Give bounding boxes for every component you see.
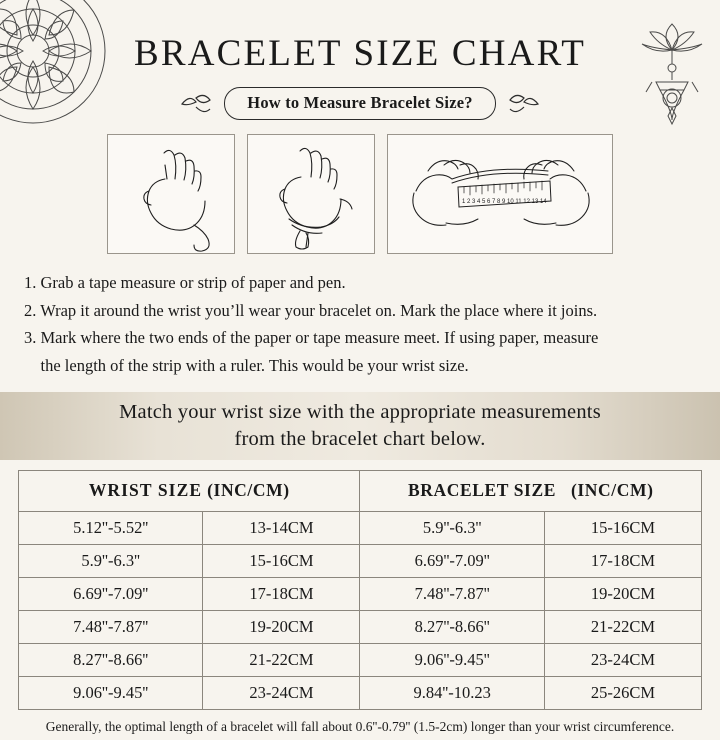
subtitle-pill: How to Measure Bracelet Size? — [224, 87, 495, 120]
flourish-left-icon — [180, 93, 214, 115]
illustration-hand-with-tape — [107, 134, 235, 254]
instruction-steps — [24, 270, 696, 380]
cell-wrist-cm: 23-24CM — [203, 676, 360, 709]
cell-bracelet-inches: 6.69''-7.09'' — [360, 544, 544, 577]
step-1: 1. Grab a tape measure or strip of paper and pen. — [24, 273, 346, 292]
cell-bracelet-inches: 8.27''-8.66'' — [360, 610, 544, 643]
cell-bracelet-cm: 19-20CM — [544, 577, 701, 610]
cell-wrist-inches: 9.06''-9.45'' — [19, 676, 203, 709]
illustration-hand-wrapping-tape — [247, 134, 375, 254]
size-chart-table — [18, 470, 702, 710]
header-bracelet-label: BRACELET SIZE — [407, 480, 556, 501]
step-3: 3. Mark where the two ends of the paper or tape measure meet. If using paper, measure — [24, 328, 599, 348]
cell-wrist-inches: 6.69''-7.09'' — [19, 577, 203, 610]
cell-bracelet-cm: 25-26CM — [544, 676, 701, 709]
cell-bracelet-cm: 17-18CM — [544, 544, 701, 577]
step-3-continued: the length of the strip with a ruler. This would be your wrist size. — [24, 356, 469, 376]
table-row — [19, 676, 702, 709]
table-row — [19, 643, 702, 676]
cell-wrist-cm: 17-18CM — [203, 577, 360, 610]
footnote: Generally, the optimal length of a bracelet will fall about 0.6''-0.79'' (1.5-2cm) longer than your wrist circumference. — [45, 718, 675, 734]
page-title: BRACELET SIZE CHART — [133, 33, 587, 74]
table-row — [19, 577, 702, 610]
table-row — [19, 544, 702, 577]
cell-bracelet-inches: 9.84''-10.23 — [360, 676, 544, 709]
cell-wrist-cm: 19-20CM — [203, 610, 360, 643]
cell-bracelet-cm: 21-22CM — [544, 610, 701, 643]
step-2: 2. Wrap it around the wrist you’ll wear your bracelet on. Mark the place where it joins. — [24, 300, 598, 320]
cell-bracelet-inches: 5.9''-6.3'' — [360, 511, 544, 544]
cell-wrist-inches: 5.12''-5.52'' — [19, 511, 203, 544]
cell-bracelet-cm: 23-24CM — [544, 643, 701, 676]
banner-line-2: from the bracelet chart below. — [234, 427, 486, 450]
table-row — [19, 511, 702, 544]
header-bracelet-size — [360, 470, 702, 511]
flourish-right-icon — [506, 93, 540, 115]
cell-wrist-inches: 5.9''-6.3'' — [19, 544, 203, 577]
table-row — [19, 610, 702, 643]
header-wrist-size — [19, 470, 360, 511]
cell-bracelet-inches: 7.48''-7.87'' — [360, 577, 544, 610]
table-header-row — [19, 470, 702, 511]
subtitle-row — [0, 87, 720, 120]
cell-wrist-inches: 8.27''-8.66'' — [19, 643, 203, 676]
cell-wrist-cm: 21-22CM — [203, 643, 360, 676]
cell-bracelet-inches: 9.06''-9.45'' — [360, 643, 544, 676]
illustration-row — [0, 134, 720, 254]
banner-line-1: Match your wrist size with the appropriate measurements — [119, 400, 601, 423]
match-size-banner — [0, 392, 720, 460]
illustration-ruler-measure — [387, 134, 613, 254]
cell-wrist-inches: 7.48''-7.87'' — [19, 610, 203, 643]
header-wrist-unit: (INC/CM) — [207, 480, 290, 501]
cell-wrist-cm: 13-14CM — [203, 511, 360, 544]
header-bracelet-unit: (INC/CM) — [570, 480, 654, 501]
cell-bracelet-cm: 15-16CM — [544, 511, 701, 544]
ruler-numbers: 1 2 3 4 5 6 7 8 9 10 11 12 13 14 — [462, 199, 547, 205]
header-wrist-label: WRIST SIZE — [88, 480, 203, 501]
cell-wrist-cm: 15-16CM — [203, 544, 360, 577]
